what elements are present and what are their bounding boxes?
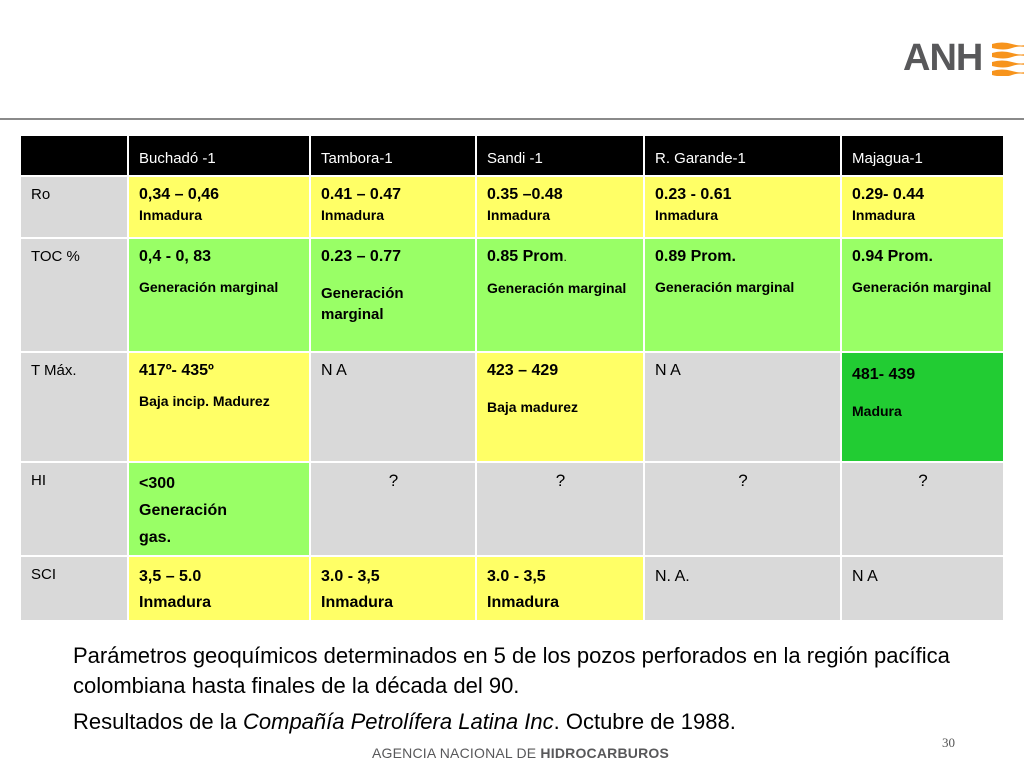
- table-cell: 3,5 – 5.0 Inmadura: [128, 556, 310, 621]
- table-cell: 0.35 –0.48 Inmadura: [476, 176, 644, 238]
- table-row-tmax: [20, 352, 1004, 462]
- table-cell: 0.23 – 0.77 Generación marginal: [310, 238, 476, 352]
- table-cell: N A: [841, 556, 1004, 621]
- header-divider: [0, 118, 1024, 120]
- table-cell: N. A.: [644, 556, 841, 621]
- header-cell-corner: [20, 135, 128, 176]
- table-row-toc: [20, 238, 1004, 352]
- table-cell: ?: [644, 462, 841, 556]
- table-cell: 3.0 - 3,5 Inmadura: [476, 556, 644, 621]
- table-cell: ?: [841, 462, 1004, 556]
- table-cell: 0.89 Prom. Generación marginal: [644, 238, 841, 352]
- row-label: SCI: [20, 556, 128, 621]
- logo-text: ANH: [903, 37, 983, 79]
- caption-line-2: Resultados de la Compañía Petrolífera Latina Inc. Octubre de 1988.: [73, 709, 736, 734]
- row-label: T Máx.: [20, 352, 128, 462]
- table-row-hi: [20, 462, 1004, 556]
- table-header-row: [20, 135, 1004, 176]
- table-cell: <300 Generación gas.: [128, 462, 310, 556]
- table-cell: 481- 439 Madura: [841, 352, 1004, 462]
- table-cell: 0.23 - 0.61 Inmadura: [644, 176, 841, 238]
- footer-agency: AGENCIA NACIONAL DE HIDROCARBUROS: [372, 745, 670, 761]
- table-cell: 0.85 Prom. Generación marginal: [476, 238, 644, 352]
- table-cell: 0.41 – 0.47 Inmadura: [310, 176, 476, 238]
- table-cell: 0.29- 0.44 Inmadura: [841, 176, 1004, 238]
- geochemical-table: [19, 134, 1005, 622]
- table-cell: ?: [476, 462, 644, 556]
- row-label: TOC %: [20, 238, 128, 352]
- row-label: HI: [20, 462, 128, 556]
- header-cell-tambora: Tambora-1: [310, 135, 476, 176]
- logo-stripes-icon: [992, 42, 1024, 76]
- table-cell: 0,4 - 0, 83 Generación marginal: [128, 238, 310, 352]
- table-cell: 0.94 Prom. Generación marginal: [841, 238, 1004, 352]
- caption-line-1: Parámetros geoquímicos determinados en 5 de los pozos perforados en la región pacífica colombiana hasta finales de la década del 90.: [73, 643, 950, 698]
- table-cell: 0,34 – 0,46 Inmadura: [128, 176, 310, 238]
- row-label: Ro: [20, 176, 128, 238]
- header-cell-buchado: Buchadó -1: [128, 135, 310, 176]
- table-cell: 417º- 435º Baja incip. Madurez: [128, 352, 310, 462]
- table-cell: ?: [310, 462, 476, 556]
- table-cell: N A: [644, 352, 841, 462]
- table-row-ro: [20, 176, 1004, 238]
- table-cell: N A: [310, 352, 476, 462]
- header-cell-majagua: Majagua-1: [841, 135, 1004, 176]
- slide-caption: [73, 641, 953, 737]
- table-cell: 423 – 429 Baja madurez: [476, 352, 644, 462]
- table-cell: 3.0 - 3,5 Inmadura: [310, 556, 476, 621]
- page-number: 30: [942, 735, 955, 750]
- header-cell-sandi: Sandi -1: [476, 135, 644, 176]
- table-row-sci: [20, 556, 1004, 621]
- header-cell-rgarande: R. Garande-1: [644, 135, 841, 176]
